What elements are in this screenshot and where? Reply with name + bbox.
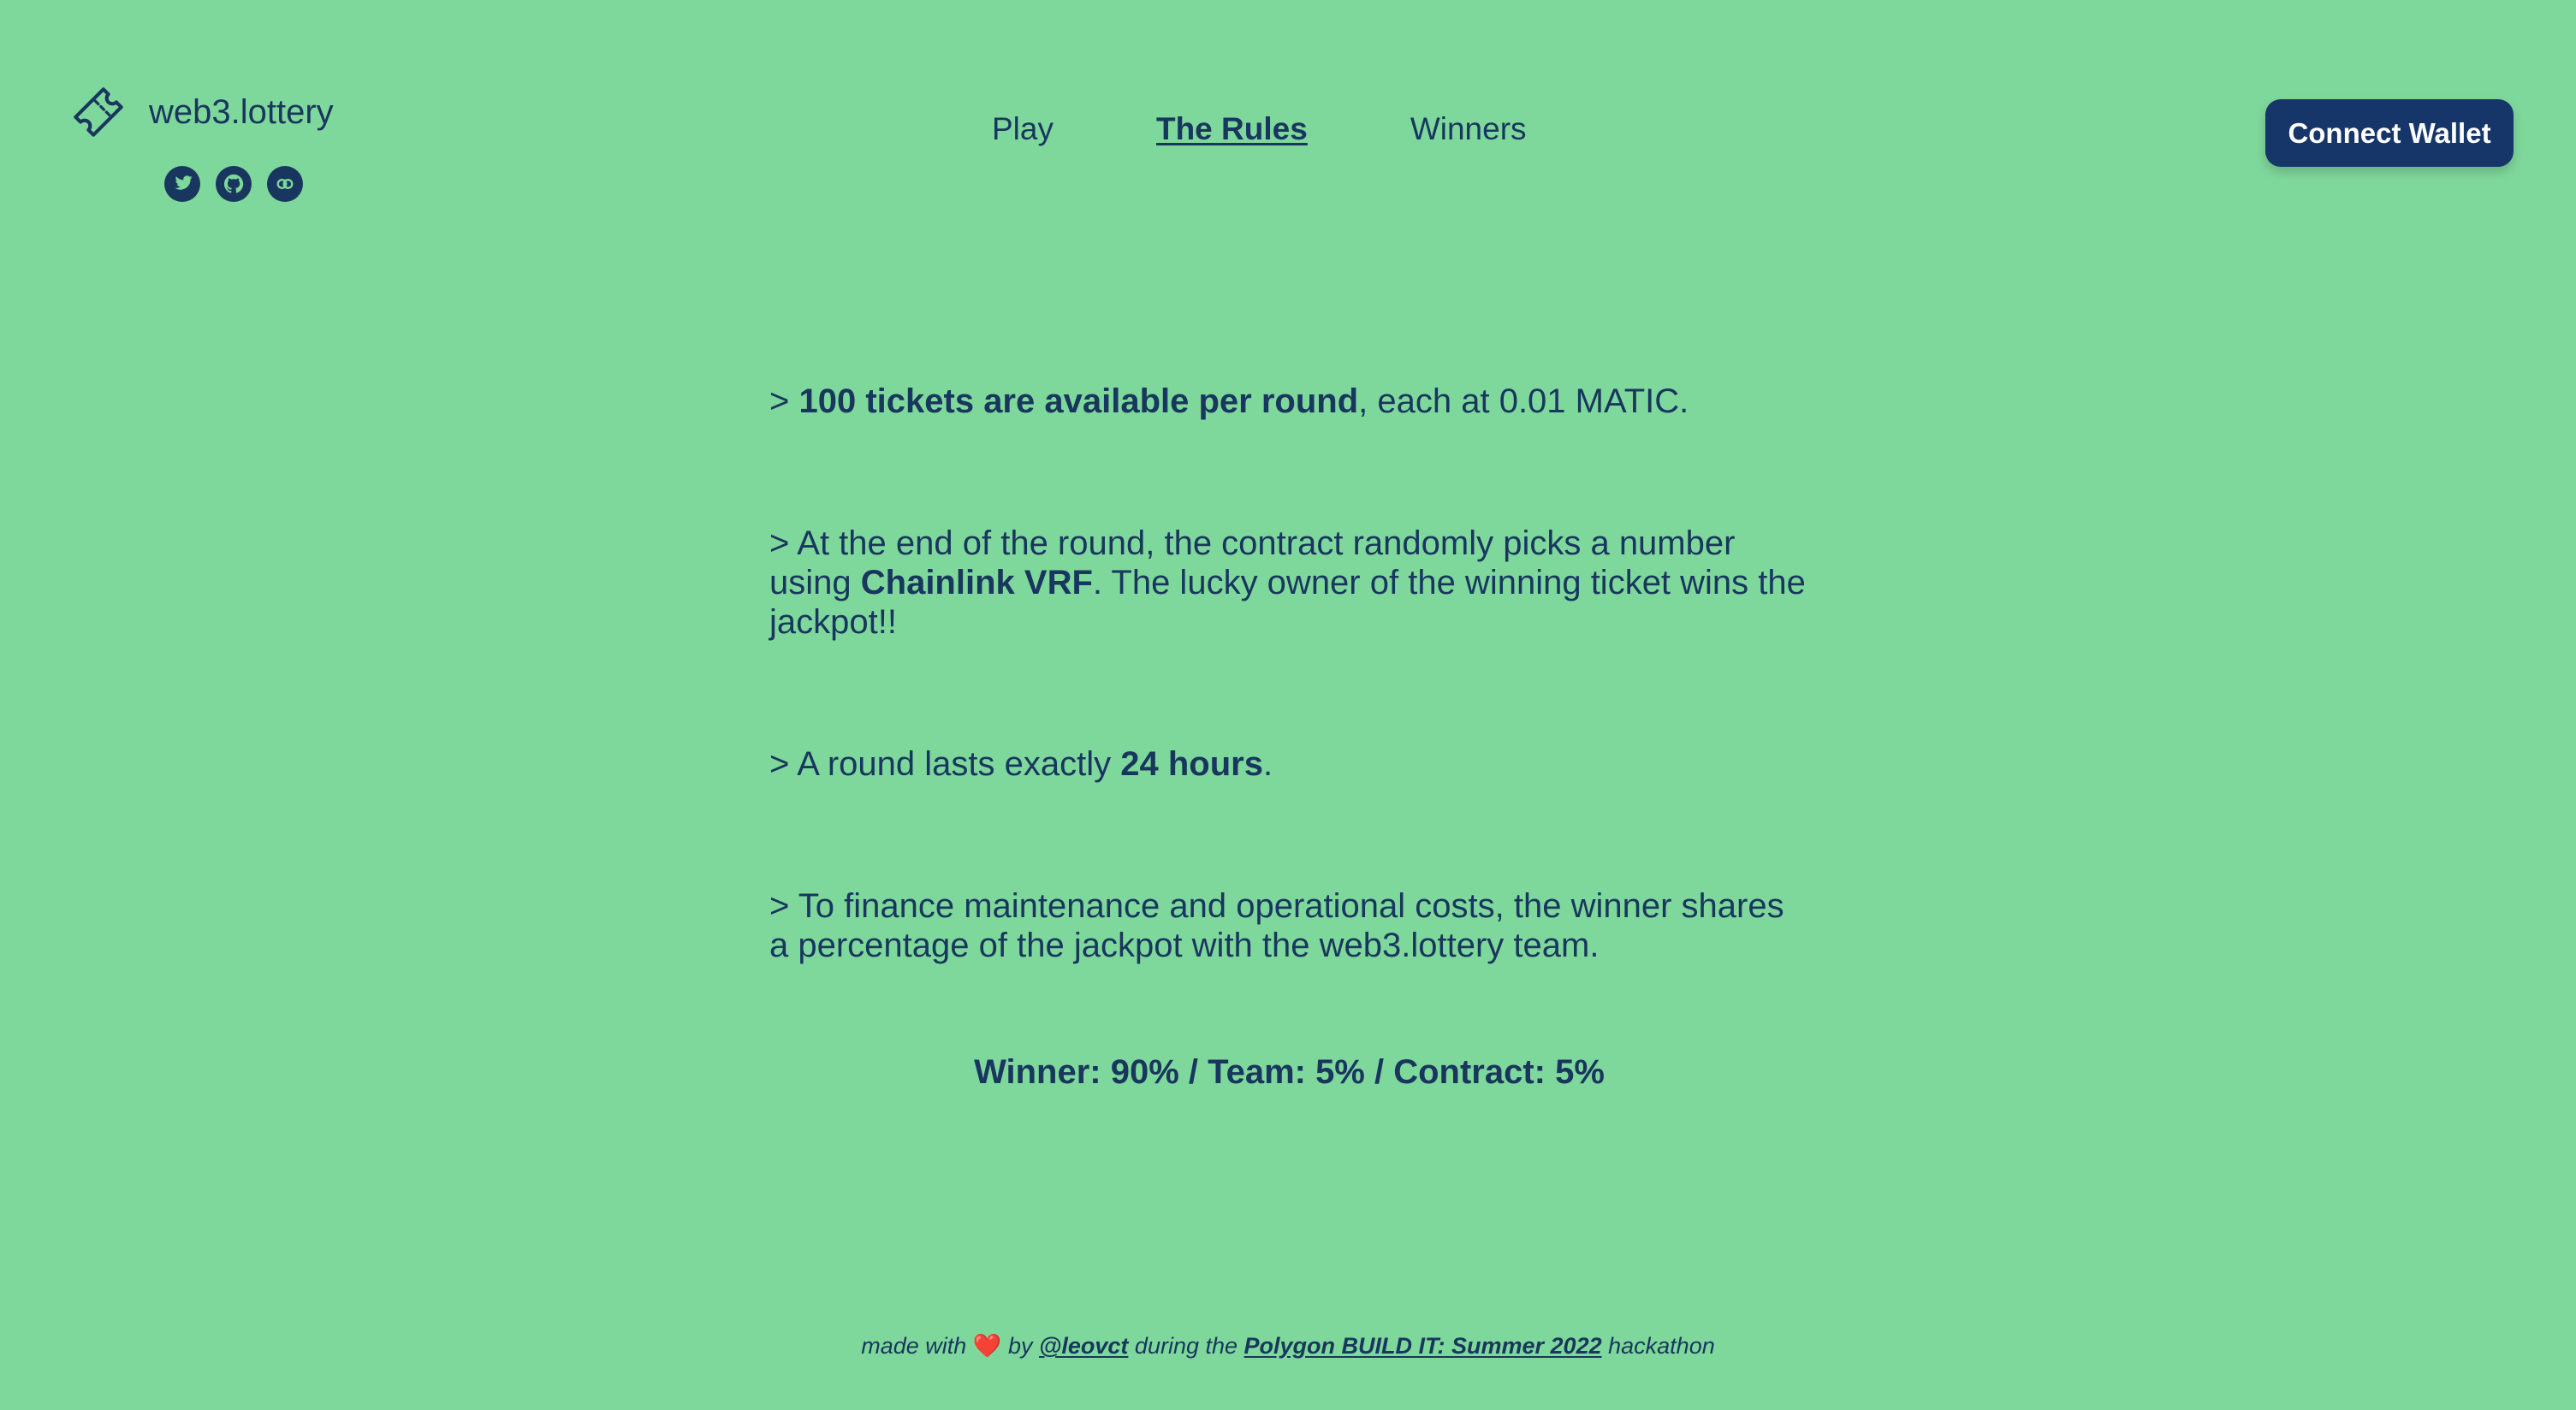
nav-the-rules[interactable]: The Rules (1155, 111, 1308, 146)
brand-link[interactable] (63, 77, 334, 147)
rule-emphasis: 100 tickets are available per round (798, 382, 1359, 420)
rule-prefix: > At the end of the round, the contract randomly picks a number using (769, 524, 1736, 601)
rule-tickets (769, 382, 1809, 421)
twitter-icon (170, 172, 194, 196)
site-footer (0, 1332, 2576, 1360)
rule-emphasis: 24 hours (1120, 745, 1263, 783)
rule-duration (769, 744, 1809, 784)
rule-suffix: . (1262, 745, 1273, 783)
main-navigation (992, 113, 1527, 145)
rule-random-pick (769, 524, 1809, 642)
chainlink-link[interactable] (267, 166, 303, 202)
hackathon-link[interactable]: Polygon BUILD IT: Summer 2022 (1243, 1333, 1602, 1359)
nav-play[interactable]: Play (992, 111, 1054, 146)
rule-prefix: > (769, 382, 799, 420)
rule-emphasis: Chainlink VRF (860, 564, 1093, 601)
footer-during-the: during the (1134, 1333, 1238, 1359)
brand-name: web3.lottery (149, 93, 334, 131)
rule-costs (769, 886, 1809, 965)
nav-winners[interactable]: Winners (1410, 111, 1527, 146)
footer-hackathon: hackathon (1608, 1333, 1715, 1359)
social-links (164, 166, 303, 202)
jackpot-split: Winner: 90% / Team: 5% / Contract: 5% (974, 1053, 1605, 1091)
connect-wallet-button[interactable]: Connect Wallet (2265, 99, 2514, 167)
ticket-icon (63, 77, 134, 147)
github-link[interactable] (216, 166, 252, 202)
rule-prefix: > To finance maintenance and operational costs, the winner shares a percentage of the jackpot with the web3.lottery team. (769, 887, 1784, 964)
rule-prefix: > A round lasts exactly (769, 745, 1121, 783)
rule-suffix: . The lucky owner of the winning ticket wins the jackpot!! (769, 564, 1806, 641)
author-link[interactable]: @leovct (1039, 1333, 1129, 1359)
footer-made-with: made with (861, 1333, 967, 1359)
github-icon (222, 172, 246, 196)
chainlink-icon (273, 172, 297, 196)
heart-icon: ❤️ (972, 1333, 1002, 1359)
rule-suffix: , each at 0.01 MATIC. (1358, 382, 1689, 420)
footer-by: by (1007, 1333, 1033, 1359)
twitter-link[interactable] (164, 166, 200, 202)
